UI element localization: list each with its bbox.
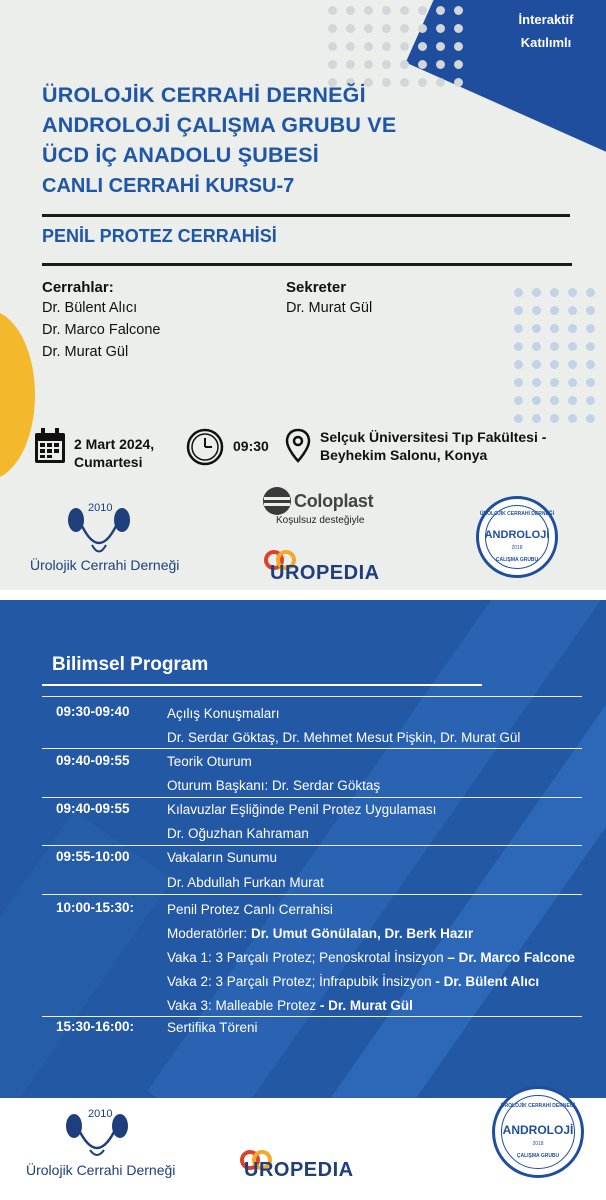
case-surgeon: - Dr. Murat Gül (319, 998, 413, 1013)
case-line (167, 998, 413, 1013)
decorative-dot (436, 60, 445, 69)
decorative-dot (346, 24, 355, 33)
case-surgeon: - Dr. Bülent Alıcı (435, 974, 540, 989)
surgeon-name: Dr. Marco Falcone (42, 322, 161, 338)
event-date (74, 435, 154, 471)
decorative-dot (532, 396, 541, 405)
dot-pattern-top (328, 6, 463, 87)
decorative-dot (568, 342, 577, 351)
course-subtitle: PENİL PROTEZ CERRAHİSİ (42, 226, 277, 246)
row-divider (42, 894, 582, 895)
decorative-dot (586, 342, 595, 351)
venue-line-2: Beyhekim Salonu, Konya (320, 447, 488, 463)
divider-rule (42, 214, 570, 217)
decorative-dot (454, 60, 463, 69)
decorative-dot (328, 60, 337, 69)
uropedia-name: UROPEDIA (270, 562, 380, 584)
andrology-ring-top: ÜROLOJİK CERRAHİ DERNEĞİ (500, 1103, 576, 1109)
decorative-dot (586, 360, 595, 369)
ucd-year: 2010 (88, 1108, 113, 1120)
decorative-dot (532, 306, 541, 315)
decorative-dot (364, 6, 373, 15)
session-speakers: Dr. Abdullah Furkan Murat (167, 875, 324, 890)
surgeon-name: Dr. Murat Gül (42, 344, 129, 360)
decorative-dot (586, 306, 595, 315)
decorative-dot (550, 324, 559, 333)
decorative-dot (418, 42, 427, 51)
calendar-icon (34, 428, 66, 464)
decorative-dot (346, 42, 355, 51)
session-speakers: Dr. Serdar Göktaş, Dr. Mehmet Mesut Pişkin, Dr. Murat Gül (167, 730, 521, 745)
session-title: Teorik Oturum (167, 754, 252, 769)
decorative-dot (514, 288, 523, 297)
decorative-dot (514, 378, 523, 387)
decorative-dot (514, 324, 523, 333)
decorative-dot (586, 324, 595, 333)
decorative-dot (532, 324, 541, 333)
session-title: Açılış Konuşmaları (167, 706, 280, 721)
decorative-dot (436, 42, 445, 51)
decorative-dot (550, 306, 559, 315)
event-time: 09:30 (233, 438, 269, 454)
case-description: Vaka 2: 3 Parçalı Protez; İnfrapubik İnsizyon (167, 974, 436, 989)
decorative-dot (364, 24, 373, 33)
decorative-dot (418, 6, 427, 15)
session-title: Sertifika Töreni (167, 1020, 258, 1035)
session-time: 09:30-09:40 (56, 704, 130, 719)
decorative-dot (514, 342, 523, 351)
decorative-dot (364, 42, 373, 51)
moderators-names: Dr. Umut Gönülalan, Dr. Berk Hazır (251, 926, 474, 941)
decorative-dot (550, 360, 559, 369)
andrology-word: ANDROLOJİ (502, 1123, 574, 1137)
decorative-dot (550, 414, 559, 423)
case-description: Vaka 1: 3 Parçalı Protez; Penoskrotal İnsizyon (167, 950, 448, 965)
decorative-dot (532, 288, 541, 297)
decorative-dot (514, 396, 523, 405)
interactive-badge (496, 8, 596, 54)
dot-pattern-right (514, 288, 595, 423)
case-line (167, 974, 539, 989)
decorative-dot (382, 24, 391, 33)
date-line: 2 Mart 2024, (74, 436, 155, 452)
case-description: Vaka 3: Malleable Protez (167, 998, 320, 1013)
moderators-line (167, 926, 473, 941)
andrology-badge (492, 1086, 584, 1178)
heading-line-1: ÜROLOJİK CERRAHİ DERNEĞİ (42, 83, 366, 107)
secretary-name: Dr. Murat Gül (286, 300, 373, 316)
program-panel (0, 600, 606, 1200)
venue-line-1: Selçuk Üniversitesi Tıp Fakültesi - (320, 429, 547, 445)
surgeon-name: Dr. Bülent Alıcı (42, 300, 138, 316)
badge-line-2: Katılımlı (520, 35, 572, 50)
decorative-dot (454, 6, 463, 15)
moderators-label: Moderatörler: (167, 926, 252, 941)
decorative-dot (568, 288, 577, 297)
row-divider (42, 845, 582, 846)
decorative-dot (568, 414, 577, 423)
andrology-ring-bottom: ÇALIŞMA GRUBU (516, 1153, 560, 1159)
session-speakers: Dr. Oğuzhan Kahraman (167, 826, 309, 841)
session-time: 10:00-15:30: (56, 900, 135, 915)
ucd-name: Ürolojik Cerrahi Derneği (26, 1162, 176, 1178)
clock-icon (186, 428, 224, 466)
decorative-dot (550, 396, 559, 405)
heading-line-2: ANDROLOJİ ÇALIŞMA GRUBU VE (42, 113, 397, 137)
decorative-dot (418, 24, 427, 33)
decorative-dot (514, 414, 523, 423)
decorative-dot (436, 6, 445, 15)
decorative-dot (364, 60, 373, 69)
decorative-dot (568, 396, 577, 405)
session-speakers: Oturum Başkanı: Dr. Serdar Göktaş (167, 778, 381, 793)
session-time: 15:30-16:00: (56, 1019, 135, 1034)
divider-rule (42, 263, 572, 266)
event-venue (320, 428, 546, 464)
coloplast-name: Coloplast (294, 491, 374, 511)
row-divider (42, 1016, 582, 1017)
secretary-title: Sekreter (286, 279, 347, 296)
day-line: Cumartesi (74, 454, 143, 470)
andrology-badge (476, 496, 558, 578)
row-divider (42, 696, 582, 697)
decorative-dot (532, 414, 541, 423)
session-time: 09:55-10:00 (56, 849, 130, 864)
decorative-dot (568, 360, 577, 369)
ucd-name: Ürolojik Cerrahi Derneği (30, 557, 180, 573)
andrology-ring-bottom: ÇALIŞMA GRUBU (495, 557, 539, 563)
decorative-dot (586, 288, 595, 297)
andrology-year: 2018 (511, 545, 523, 551)
decorative-dot (568, 306, 577, 315)
decorative-dot (400, 60, 409, 69)
course-title: CANLI CERRAHİ KURSU-7 (42, 175, 295, 197)
decorative-dot (586, 378, 595, 387)
surgeons-title: Cerrahlar: (42, 279, 114, 296)
uropedia-name: UROPEDIA (244, 1159, 354, 1181)
coloplast-support: Koşulsuz desteğiyle (276, 515, 365, 526)
decorative-dot (550, 288, 559, 297)
andrology-word: ANDROLOJİ (484, 529, 550, 541)
decorative-dot (382, 60, 391, 69)
decorative-dot (400, 24, 409, 33)
case-line (167, 950, 575, 965)
decorative-dot (514, 306, 523, 315)
decorative-dot (532, 378, 541, 387)
decorative-dot (550, 378, 559, 387)
decorative-dot (550, 342, 559, 351)
andrology-year: 2018 (532, 1141, 544, 1147)
decorative-dot (400, 42, 409, 51)
decorative-dot (586, 414, 595, 423)
session-title: Vakaların Sunumu (167, 850, 278, 865)
decorative-dot (454, 24, 463, 33)
session-time: 09:40-09:55 (56, 801, 130, 816)
decorative-dot (328, 6, 337, 15)
decorative-dot (418, 60, 427, 69)
decorative-dot (514, 360, 523, 369)
ucd-year: 2010 (88, 502, 113, 514)
session-title: Kılavuzlar Eşliğinde Penil Protez Uygulaması (167, 802, 437, 817)
case-surgeon: – Dr. Marco Falcone (447, 950, 575, 965)
decorative-dot (436, 24, 445, 33)
location-pin-icon (285, 428, 311, 464)
coloplast-logo-icon (262, 486, 292, 516)
decorative-dot (346, 60, 355, 69)
event-heading (42, 80, 562, 170)
decorative-dot (532, 360, 541, 369)
decorative-dot (382, 6, 391, 15)
orange-arc-decoration (0, 310, 35, 480)
decorative-dot (328, 42, 337, 51)
row-divider (42, 797, 582, 798)
andrology-ring-top: ÜROLOJİK CERRAHİ DERNEĞİ (479, 511, 555, 517)
decorative-dot (454, 42, 463, 51)
row-divider (42, 748, 582, 749)
decorative-dot (400, 6, 409, 15)
decorative-dot (568, 378, 577, 387)
decorative-dot (586, 396, 595, 405)
top-panel (0, 0, 606, 590)
session-title: Penil Protez Canlı Cerrahisi (167, 902, 333, 917)
decorative-dot (532, 342, 541, 351)
decorative-dot (568, 324, 577, 333)
program-title-rule (42, 684, 482, 686)
program-title: Bilimsel Program (52, 654, 209, 675)
heading-line-3: ÜCD İÇ ANADOLU ŞUBESİ (42, 143, 319, 167)
decorative-dot (346, 6, 355, 15)
session-time: 09:40-09:55 (56, 753, 130, 768)
decorative-dot (328, 24, 337, 33)
badge-line-1: İnteraktif (518, 12, 574, 27)
decorative-dot (382, 42, 391, 51)
